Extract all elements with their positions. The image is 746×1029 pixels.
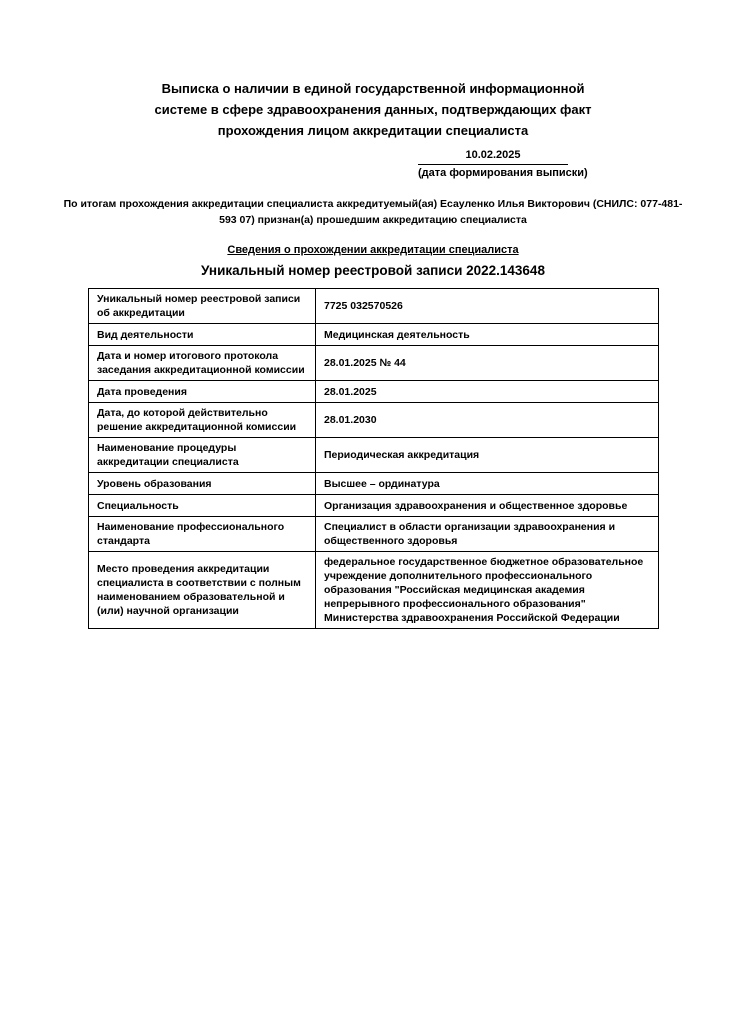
accreditation-result-line-2: 593 07) признан(а) прошедшим аккредитацию специалиста (219, 214, 527, 226)
document-title-line-3: прохождения лицом аккредитации специалиста (217, 123, 529, 138)
row-value-cell: 28.01.2030 (316, 403, 659, 438)
row-label-cell: Уникальный номер реестровой записи об аккредитации (89, 289, 316, 324)
table-row (89, 517, 659, 552)
row-value-cell: Медицинская деятельность (316, 324, 659, 346)
accreditation-result-line-1: По итогам прохождения аккредитации специалиста аккредитуемый(ая) Есауленко Илья Викторович (СНИЛС: 077-481- (63, 198, 683, 210)
table-row (89, 403, 659, 438)
table-row (89, 381, 659, 403)
document-page (0, 78, 746, 1029)
table-row (89, 473, 659, 495)
table-row (89, 495, 659, 517)
document-title-line-2: системе в сфере здравоохранения данных, подтверждающих факт (154, 102, 592, 117)
table-row (89, 438, 659, 473)
table-row (89, 289, 659, 324)
row-value-cell: Специалист в области организации здравоохранения и общественного здоровья (316, 517, 659, 552)
accreditation-details-table (88, 288, 659, 629)
row-label-cell: Дата, до которой действительно решение аккредитационной комиссии (89, 403, 316, 438)
row-label-cell: Уровень образования (89, 473, 316, 495)
row-value-cell: 28.01.2025 (316, 381, 659, 403)
document-title-line-1: Выписка о наличии в единой государственной информационной (161, 81, 585, 96)
row-label-cell: Место проведения аккредитации специалиста в соответствии с полным наименованием образовательной и (или) научной организации (89, 552, 316, 629)
row-label-cell: Дата проведения (89, 381, 316, 403)
document-title (0, 78, 746, 141)
table-row (89, 324, 659, 346)
row-value-cell: Высшее – ординатура (316, 473, 659, 495)
registry-number-heading: Уникальный номер реестровой записи 2022.143648 (201, 263, 545, 278)
row-value-cell: 28.01.2025 № 44 (316, 346, 659, 381)
row-value-cell: 7725 032570526 (316, 289, 659, 324)
table-row (89, 346, 659, 381)
section-heading: Сведения о прохождении аккредитации специалиста (227, 244, 519, 256)
extract-date-caption: (дата формирования выписки) (418, 167, 588, 179)
row-value-cell: Организация здравоохранения и общественное здоровье (316, 495, 659, 517)
row-label-cell: Вид деятельности (89, 324, 316, 346)
row-label-cell: Дата и номер итогового протокола заседания аккредитационной комиссии (89, 346, 316, 381)
row-label-cell: Наименование профессионального стандарта (89, 517, 316, 552)
row-value-cell: Периодическая аккредитация (316, 438, 659, 473)
row-label-cell: Наименование процедуры аккредитации специалиста (89, 438, 316, 473)
extract-date-block (418, 149, 588, 180)
row-label-cell: Специальность (89, 495, 316, 517)
accreditation-result-paragraph (0, 196, 746, 228)
table-row (89, 552, 659, 629)
extract-date: 10.02.2025 (418, 149, 568, 165)
row-value-cell: федеральное государственное бюджетное образовательное учреждение дополнительного профессионального образования "Российская медицинская академия непрерывного профессионального образования" Министерства здравоохранения Российской Федерации (316, 552, 659, 629)
